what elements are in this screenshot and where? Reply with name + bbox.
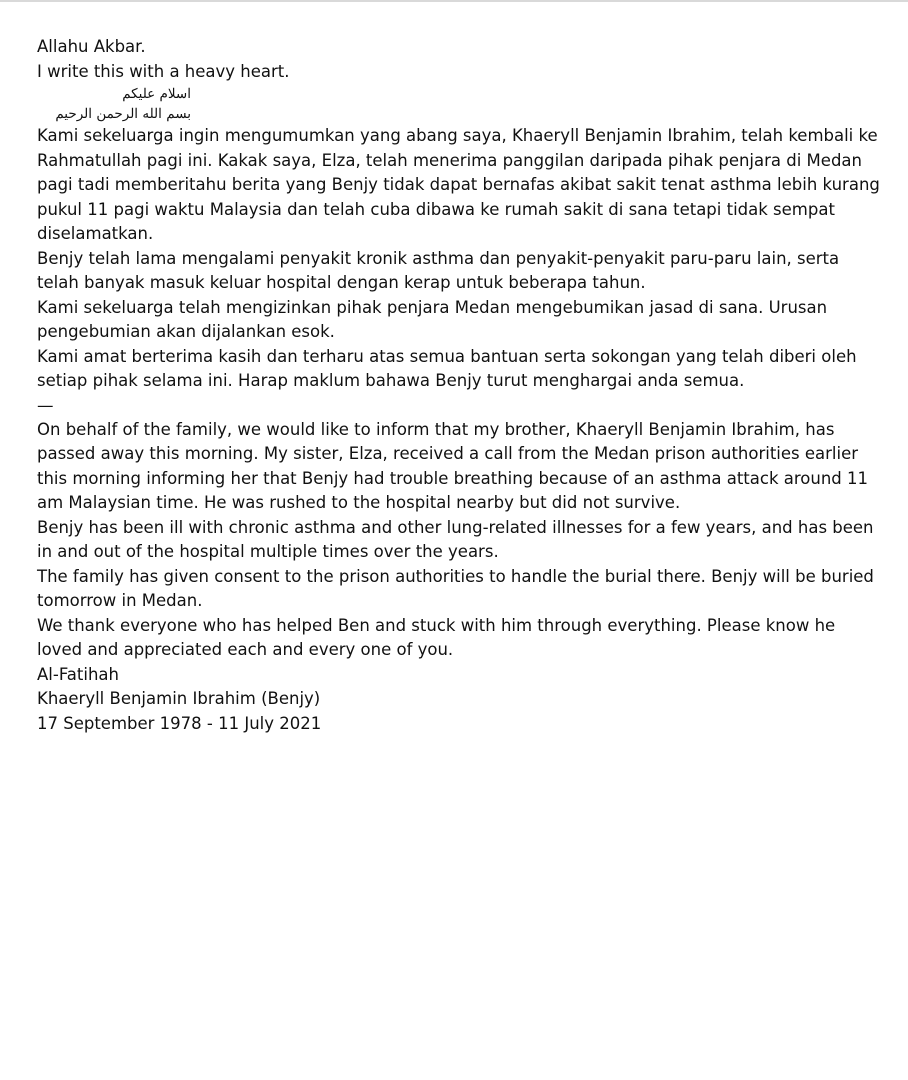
paragraph-line: Kami amat berterima kasih dan terharu atas semua bantuan serta sokongan yang telah diberi oleh <box>37 346 857 366</box>
paragraph-line: telah banyak masuk keluar hospital dengan kerap untuk beberapa tahun. <box>37 273 646 292</box>
letter-document <box>37 35 879 736</box>
paragraph-line: diselamatkan. <box>37 224 154 243</box>
arabic-greeting <box>37 84 191 124</box>
language-separator: — <box>37 395 54 415</box>
opening-line: I write this with a heavy heart. <box>37 61 290 81</box>
paragraph-line: tomorrow in Medan. <box>37 591 203 610</box>
paragraph-line: Kami sekeluarga ingin mengumumkan yang abang saya, Khaeryll Benjamin Ibrahim, telah kembali ke <box>37 126 878 145</box>
paragraph-line: Kami sekeluarga telah mengizinkan pihak penjara Medan mengebumikan jasad di sana. Urusan <box>37 297 828 317</box>
english-paragraph-thanks <box>37 614 879 663</box>
paragraph-line: The family has given consent to the prison authorities to handle the burial there. Benjy will be buried <box>37 566 874 586</box>
opening-line: Allahu Akbar. <box>37 37 146 56</box>
malay-paragraph-burial <box>37 296 879 345</box>
paragraph-line: in and out of the hospital multiple times over the years. <box>37 542 499 561</box>
signoff-dates: 17 September 1978 - 11 July 2021 <box>37 713 322 733</box>
malay-paragraph-thanks <box>37 345 879 394</box>
english-paragraph-announcement <box>37 418 879 516</box>
signoff-prayer: Al-Fatihah <box>37 664 119 684</box>
paragraph-line: On behalf of the family, we would like to inform that my brother, Khaeryll Benjamin Ibrahim, has <box>37 419 835 439</box>
signoff-name: Khaeryll Benjamin Ibrahim (Benjy) <box>37 689 321 708</box>
paragraph-line: We thank everyone who has helped Ben and stuck with him through everything. Please know he <box>37 615 836 635</box>
malay-paragraph-announcement <box>37 124 879 247</box>
arabic-salam: اسلام عليكم <box>122 86 191 102</box>
paragraph-line: Benjy has been ill with chronic asthma and other lung-related illnesses for a few years, and has been <box>37 517 874 537</box>
paragraph-line: setiap pihak selama ini. Harap maklum bahawa Benjy turut menghargai anda semua. <box>37 371 745 390</box>
paragraph-line: pengebumian akan dijalankan esok. <box>37 322 335 341</box>
paragraph-line: Rahmatullah pagi ini. Kakak saya, Elza, telah menerima panggilan daripada pihak penjara di Medan <box>37 150 862 170</box>
paragraph-line: pagi tadi memberitahu berita yang Benjy tidak dapat bernafas akibat sakit tenat asthma lebih kurang <box>37 175 880 194</box>
arabic-bismillah: بسم الله الرحمن الرحيم <box>55 106 191 122</box>
english-paragraph-illness <box>37 516 879 565</box>
paragraph-line: am Malaysian time. He was rushed to the hospital nearby but did not survive. <box>37 493 681 512</box>
signoff-block <box>37 663 879 737</box>
english-paragraph-burial <box>37 565 879 614</box>
paragraph-line: this morning informing her that Benjy had trouble breathing because of an asthma attack around 11 <box>37 468 869 488</box>
paragraph-line: pukul 11 pagi waktu Malaysia dan telah cuba dibawa ke rumah sakit di sana tetapi tidak sempat <box>37 199 835 219</box>
paragraph-line: passed away this morning. My sister, Elza, received a call from the Medan prison authorities earlier <box>37 444 859 463</box>
top-border-divider <box>0 0 908 2</box>
opening-block <box>37 35 879 84</box>
paragraph-line: loved and appreciated each and every one of you. <box>37 640 454 659</box>
malay-paragraph-illness <box>37 247 879 296</box>
paragraph-line: Benjy telah lama mengalami penyakit kronik asthma dan penyakit-penyakit paru-paru lain, serta <box>37 248 840 268</box>
